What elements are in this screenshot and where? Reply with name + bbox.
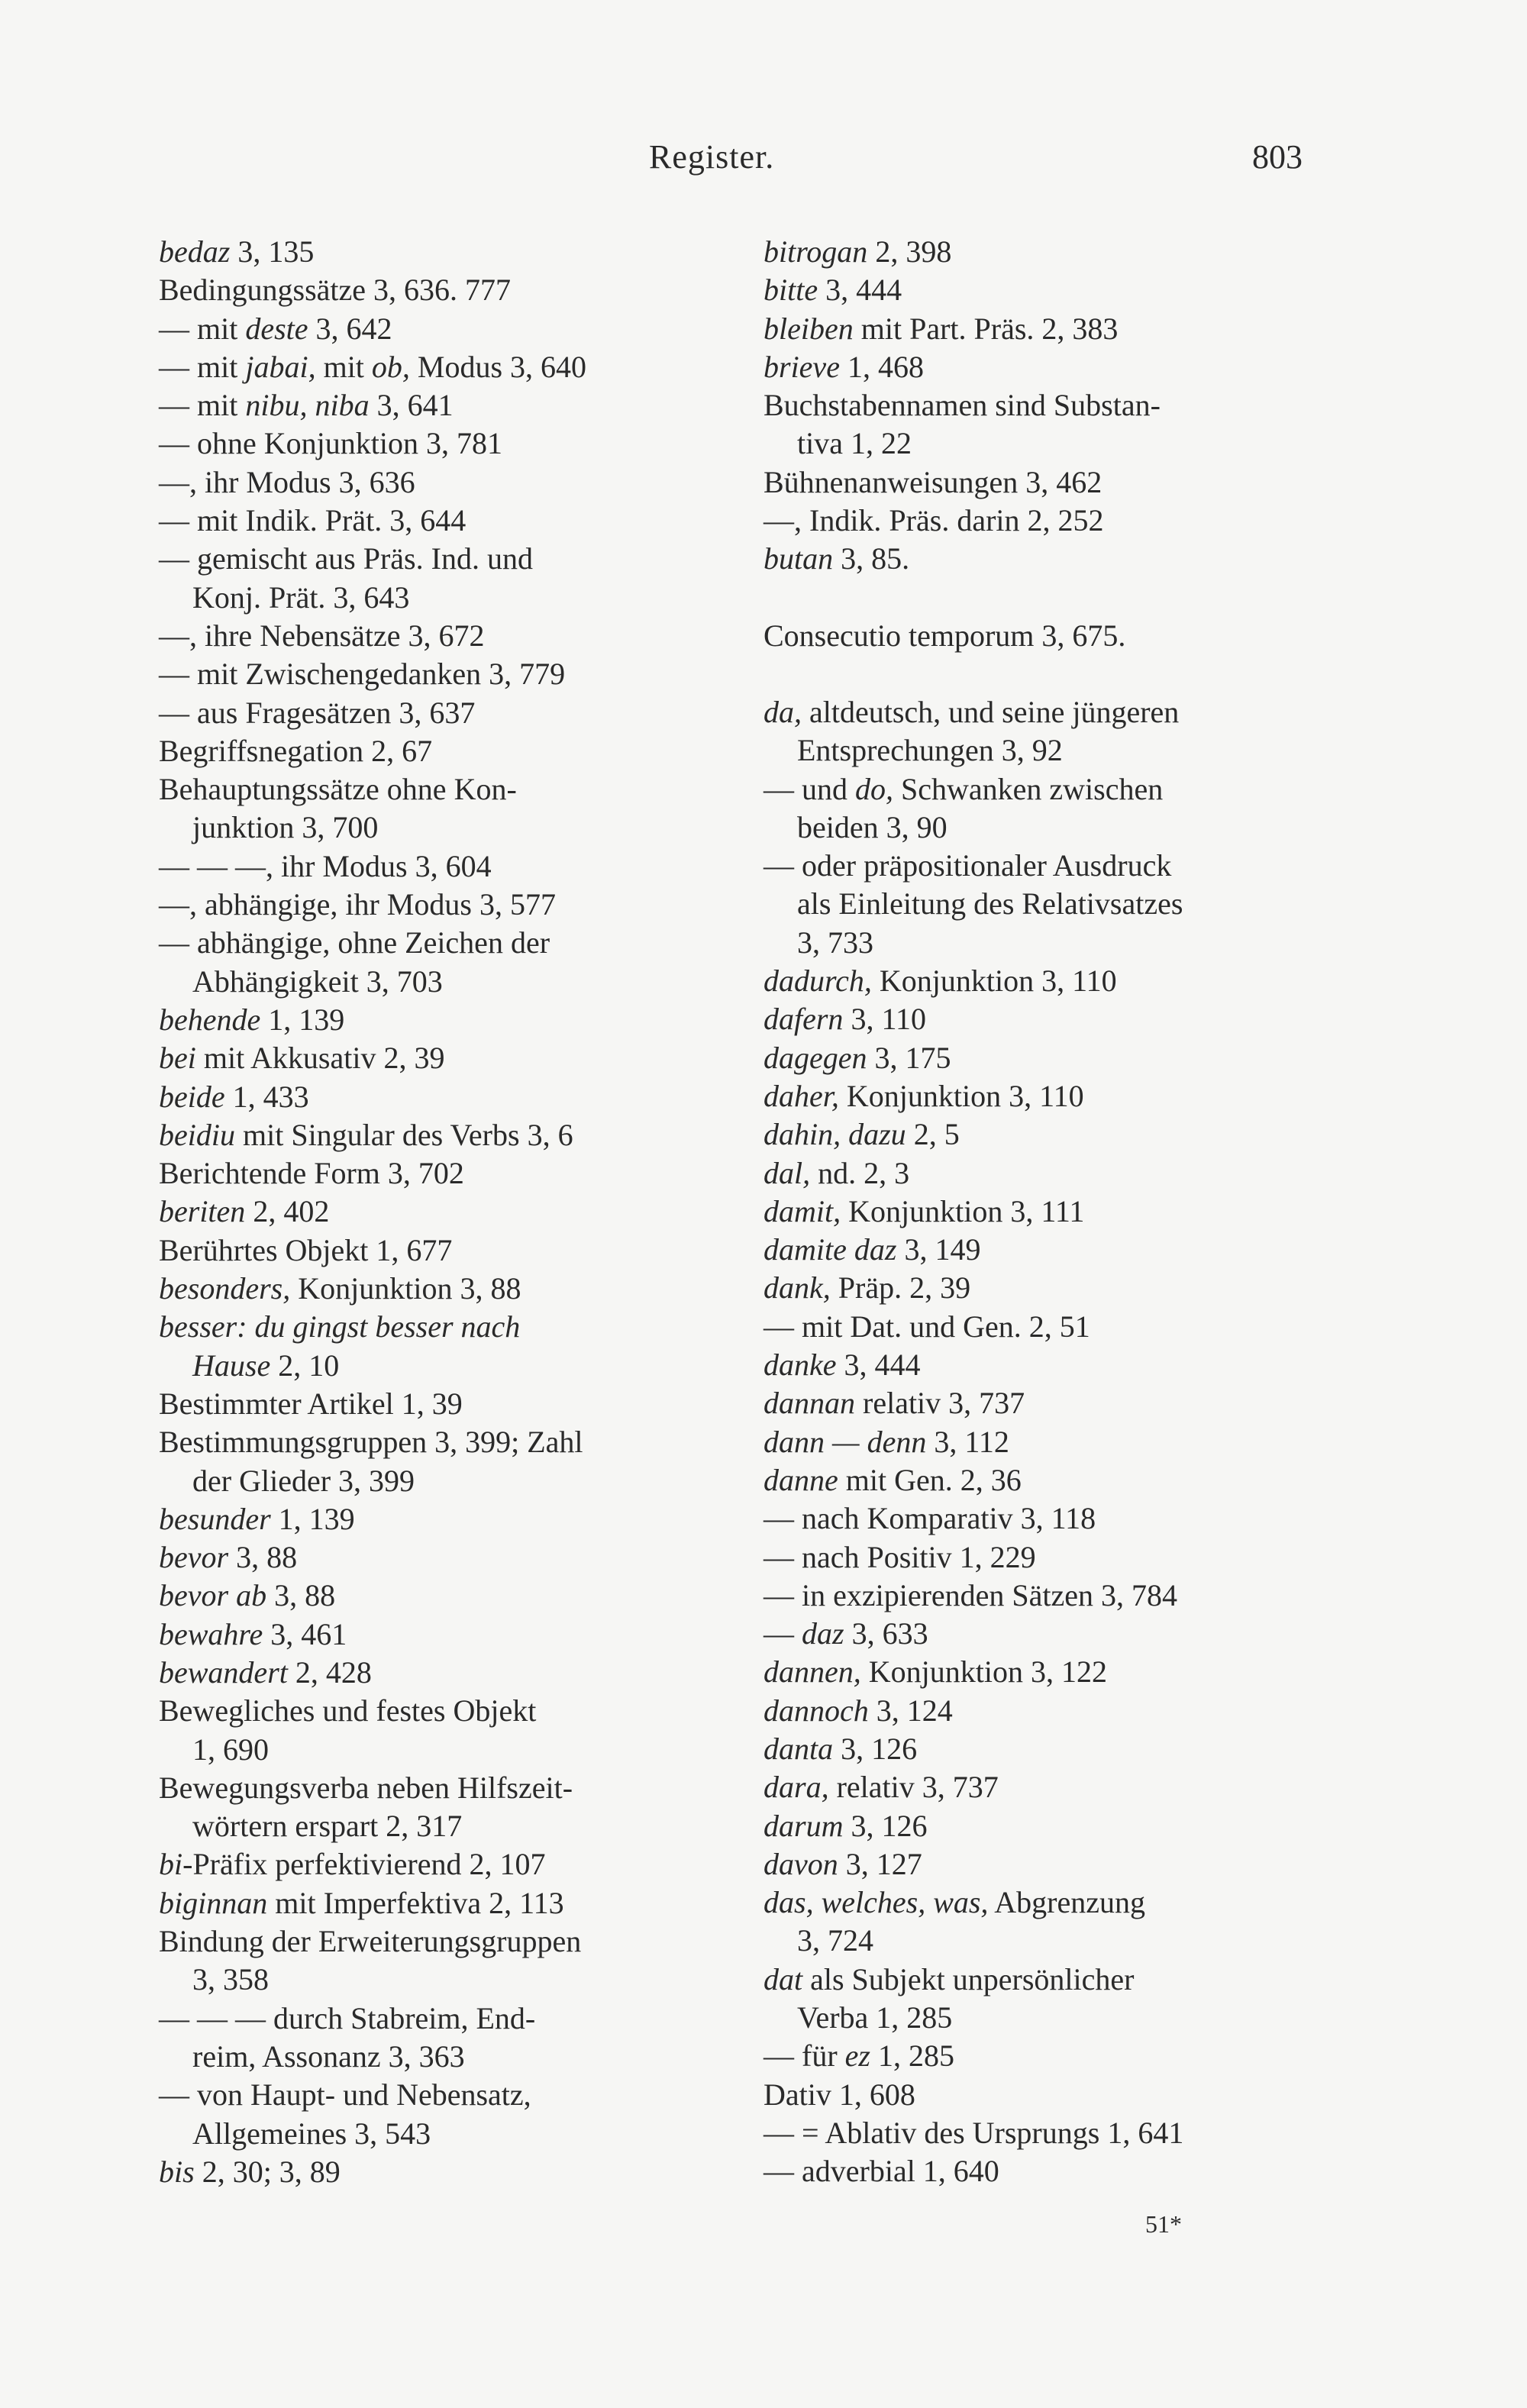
index-entry <box>159 1845 724 1883</box>
entry-term: bedaz <box>159 234 231 269</box>
entry-term: danne <box>764 1462 838 1497</box>
entry-term: dadurch, <box>764 964 872 999</box>
entry-text: —, ihre Nebensätze 3, 672 <box>159 618 485 653</box>
entry-term: Hause <box>192 1348 271 1383</box>
entry-term: darum <box>764 1808 844 1843</box>
index-entry <box>159 463 724 502</box>
entry-text: Berührtes Objekt 1, 677 <box>159 1232 453 1267</box>
index-entry <box>764 2152 1332 2190</box>
index-entry <box>764 1615 1332 1653</box>
entry-text: als Subjekt unpersönlicher <box>802 1961 1135 1996</box>
entry-text: Abgrenzung <box>988 1885 1145 1920</box>
entry-text: beiden 3, 90 <box>797 809 948 844</box>
entry-text: 3, 461 <box>263 1616 347 1651</box>
index-entry <box>159 540 724 578</box>
index-entry <box>159 963 724 1001</box>
entry-text: 3, 633 <box>844 1616 928 1651</box>
entry-text: — abhängige, ohne Zeichen der <box>159 925 550 960</box>
entry-term: ob, <box>371 349 410 384</box>
index-entry <box>764 1999 1332 2037</box>
index-entry <box>764 1922 1332 1960</box>
entry-term: dank, <box>764 1270 831 1306</box>
entry-term: bitrogan <box>764 234 868 269</box>
entry-term: butan <box>764 541 834 576</box>
index-entry <box>159 1731 724 1769</box>
index-entry <box>764 233 1332 271</box>
entry-text: 2, 402 <box>245 1194 330 1229</box>
entry-text: — — — durch Stabreim, End- <box>159 2000 536 2035</box>
index-entry <box>764 731 1332 770</box>
index-entry <box>764 1577 1332 1615</box>
index-entry <box>764 1269 1332 1307</box>
entry-text: —, abhängige, ihr Modus 3, 577 <box>159 887 556 922</box>
entry-term: do, <box>855 771 893 806</box>
entry-term: beriten <box>159 1194 246 1229</box>
index-entry <box>764 1499 1332 1538</box>
index-entry <box>159 579 724 617</box>
entry-text: — und <box>764 771 855 806</box>
entry-text: Bindung der Erweiterungsgruppen <box>159 1924 582 1959</box>
entry-text: Schwanken zwischen <box>893 771 1164 806</box>
entry-text: — — —, ihr Modus 3, 604 <box>159 848 492 883</box>
entry-text: 3, 88 <box>228 1540 298 1575</box>
entry-term: bleiben <box>764 311 854 346</box>
entry-text: — mit <box>159 388 246 423</box>
entry-text: 1, 139 <box>270 1501 355 1536</box>
entry-text: 3, 126 <box>843 1808 928 1843</box>
page-title: Register. <box>649 138 775 176</box>
index-entry <box>764 1077 1332 1115</box>
entry-text: 3, 149 <box>896 1232 981 1267</box>
entry-text: — mit Indik. Prät. 3, 644 <box>159 503 466 538</box>
entry-term: danta <box>764 1731 834 1766</box>
index-entry <box>764 1000 1332 1038</box>
entry-term: bei <box>159 1041 196 1076</box>
index-entry <box>764 1154 1332 1193</box>
entry-term: dafern <box>764 1002 844 1037</box>
index-entry <box>764 386 1332 424</box>
entry-text: — ohne Konjunktion 3, 781 <box>159 426 502 461</box>
index-entry <box>159 1884 724 1922</box>
entry-term: bewahre <box>159 1616 263 1651</box>
index-entry <box>764 1461 1332 1499</box>
entry-text: — nach Positiv 1, 229 <box>764 1539 1036 1574</box>
index-entry <box>764 271 1332 309</box>
entry-text: mit Akkusativ 2, 39 <box>195 1041 445 1076</box>
entry-text: 2, 5 <box>906 1117 960 1152</box>
entry-text: 3, 724 <box>797 1923 873 1958</box>
index-entry <box>159 924 724 962</box>
index-entry <box>159 386 724 424</box>
index-entry <box>764 617 1332 655</box>
index-entry <box>159 502 724 540</box>
entry-text: 3, 126 <box>833 1731 918 1766</box>
entry-term: beidiu <box>159 1117 235 1152</box>
index-entry <box>764 463 1332 502</box>
index-entry <box>159 1577 724 1615</box>
entry-term: jabai, <box>245 349 316 384</box>
index-entry <box>159 1462 724 1500</box>
index-entry <box>764 348 1332 386</box>
entry-term: behende <box>159 1002 261 1037</box>
entry-text: mit Part. Präs. 2, 383 <box>853 311 1119 346</box>
index-entry <box>159 2000 724 2038</box>
index-entry <box>159 732 724 770</box>
entry-text: 3, 112 <box>926 1424 1009 1459</box>
entry-text <box>247 1309 255 1344</box>
index-entry <box>159 1616 724 1654</box>
entry-term: dahin, dazu <box>764 1117 906 1152</box>
entry-term: brieve <box>764 349 840 384</box>
index-entry <box>159 1807 724 1845</box>
entry-term: das, welches, was, <box>764 1885 989 1920</box>
entry-text: Berichtende Form 3, 702 <box>159 1156 464 1191</box>
index-entry <box>764 1692 1332 1730</box>
entry-text: —, ihr Modus 3, 636 <box>159 464 415 499</box>
entry-term: daher, <box>764 1078 839 1113</box>
entry-term: damit, <box>764 1193 841 1228</box>
index-entry <box>764 809 1332 847</box>
index-entry <box>764 1538 1332 1577</box>
entry-term: besonders, <box>159 1271 291 1306</box>
entry-text: Buchstabennamen sind Substan- <box>764 388 1161 423</box>
entry-text: — mit <box>159 349 246 384</box>
entry-term: danke <box>764 1348 837 1383</box>
index-entry <box>159 2076 724 2114</box>
index-entry <box>764 310 1332 348</box>
entry-text: Bewegungsverba neben Hilfszeit- <box>159 1770 573 1805</box>
entry-text: Konj. Prät. 3, 643 <box>192 579 410 615</box>
index-entry <box>159 1769 724 1807</box>
entry-text: — von Haupt- und Nebensatz, <box>159 2077 531 2113</box>
entry-text: Präfix perfektivierend 2, 107 <box>192 1847 546 1882</box>
index-entry <box>764 2076 1332 2114</box>
index-entry <box>764 1768 1332 1806</box>
entry-term: daz <box>802 1616 844 1651</box>
entry-term: dannoch <box>764 1693 869 1728</box>
index-entry <box>159 271 724 309</box>
entry-text: 2, 398 <box>867 234 952 269</box>
index-entry <box>159 1961 724 1999</box>
entry-term: bevor <box>159 1540 229 1575</box>
entry-text: Konjunktion 3, 110 <box>871 964 1117 999</box>
entry-text: 1, 468 <box>839 349 924 384</box>
index-entry <box>159 1078 724 1116</box>
entry-term: da, <box>764 694 802 729</box>
index-entry <box>159 809 724 847</box>
entry-term: besser: <box>159 1309 247 1344</box>
index-entry <box>159 1001 724 1039</box>
entry-term: dann — denn <box>764 1424 927 1459</box>
index-entry <box>159 1270 724 1308</box>
entry-text: 2, 10 <box>270 1348 340 1383</box>
entry-text: Modus 3, 640 <box>409 349 587 384</box>
entry-term: dannen, <box>764 1654 861 1690</box>
entry-text: Konjunktion 3, 88 <box>290 1271 521 1306</box>
index-entry <box>764 1308 1332 1346</box>
index-entry <box>764 1039 1332 1077</box>
entry-text: 3, 135 <box>230 234 315 269</box>
index-entry <box>159 1538 724 1577</box>
index-entry <box>764 1346 1332 1384</box>
index-entry <box>159 2038 724 2076</box>
index-entry <box>764 1231 1332 1269</box>
index-entry <box>159 847 724 886</box>
entry-term: dal, <box>764 1155 811 1190</box>
index-entry <box>764 540 1332 578</box>
index-entry <box>159 1308 724 1346</box>
entry-text: relativ 3, 737 <box>855 1386 1025 1421</box>
entry-text: nd. 2, 3 <box>810 1155 910 1190</box>
entry-text: Konjunktion 3, 110 <box>838 1078 1084 1113</box>
entry-term: davon <box>764 1846 838 1881</box>
entry-text: junktion 3, 700 <box>192 810 379 845</box>
index-entry <box>159 1231 724 1270</box>
index-entry <box>159 1193 724 1231</box>
entry-text: Consecutio temporum 3, 675. <box>764 618 1126 653</box>
entry-text: 3, 358 <box>192 1962 269 1997</box>
entry-text: — gemischt aus Präs. Ind. und <box>159 541 533 576</box>
entry-text: Verba 1, 285 <box>797 2000 953 2035</box>
entry-text: — adverbial 1, 640 <box>764 2154 999 2189</box>
entry-term: damite daz <box>764 1232 897 1267</box>
index-entry <box>159 233 724 271</box>
running-head <box>0 137 1527 183</box>
entry-text: 3, 641 <box>369 388 454 423</box>
entry-term: dat <box>764 1961 803 1996</box>
index-entry <box>159 1154 724 1193</box>
entry-text: 3, 85. <box>833 541 910 576</box>
index-entry <box>159 348 724 386</box>
entry-text: relativ 3, 737 <box>828 1770 999 1805</box>
index-entry <box>159 310 724 348</box>
entry-term: bitte <box>764 273 818 308</box>
entry-text: Präp. 2, 39 <box>830 1270 971 1306</box>
entry-text: — oder präpositionaler Ausdruck <box>764 848 1172 883</box>
index-entry <box>159 694 724 732</box>
index-entry <box>159 2153 724 2191</box>
entry-term: du gingst besser nach <box>254 1309 521 1344</box>
entry-text: altdeutsch, und seine jüngeren <box>802 694 1180 729</box>
entry-text: 2, 30; 3, 89 <box>194 2154 341 2189</box>
index-entry <box>159 1692 724 1730</box>
entry-text: Konjunktion 3, 111 <box>841 1193 1085 1228</box>
index-entry <box>764 424 1332 463</box>
index-entry <box>159 886 724 924</box>
entry-term: bevor ab <box>159 1578 267 1613</box>
entry-text: 3, 444 <box>836 1348 921 1383</box>
index-entry <box>159 1500 724 1538</box>
entry-text: Bewegliches und festes Objekt <box>159 1693 537 1729</box>
entry-text: — mit <box>159 311 246 346</box>
entry-text: — mit Zwischengedanken 3, 779 <box>159 657 566 692</box>
left-column <box>159 233 724 2191</box>
entry-text: 3, 444 <box>818 273 902 308</box>
entry-text: 2, 428 <box>287 1654 372 1690</box>
entry-term: biginnan <box>159 1885 268 1920</box>
index-entry <box>159 2115 724 2153</box>
index-entry <box>764 847 1332 885</box>
entry-text: Behauptungssätze ohne Kon- <box>159 772 517 807</box>
entry-text: 3, 127 <box>838 1846 922 1881</box>
entry-text: 3, 733 <box>797 925 873 960</box>
index-entry <box>764 1653 1332 1691</box>
entry-text: mit Imperfektiva 2, 113 <box>267 1885 564 1920</box>
index-entry <box>764 885 1332 923</box>
entry-text: Bestimmungsgruppen 3, 399; Zahl <box>159 1425 583 1460</box>
entry-term: nibu, niba <box>245 388 370 423</box>
entry-text: — = Ablativ des Ursprungs 1, 641 <box>764 2115 1184 2150</box>
entry-text: 3, 175 <box>867 1040 951 1075</box>
entry-term: dagegen <box>764 1040 867 1075</box>
entry-text: — in exzipierenden Sätzen 3, 784 <box>764 1577 1178 1612</box>
index-entry <box>764 1883 1332 1922</box>
entry-text: Bestimmter Artikel 1, 39 <box>159 1386 463 1421</box>
entry-text: Konjunktion 3, 122 <box>860 1654 1107 1690</box>
entry-term: bis <box>159 2154 195 2189</box>
entry-term: deste <box>245 311 308 346</box>
entry-text: 3, 124 <box>868 1693 953 1728</box>
entry-text: mit Gen. 2, 36 <box>838 1462 1022 1497</box>
page-number: 803 <box>1252 138 1303 176</box>
entry-text: wörtern erspart 2, 317 <box>192 1809 463 1844</box>
entry-text: 1, 139 <box>260 1002 345 1037</box>
index-entry <box>764 1961 1332 1999</box>
index-entry <box>764 1807 1332 1845</box>
index-entry <box>764 1845 1332 1883</box>
entry-text: mit <box>315 349 372 384</box>
entry-text: Begriffsnegation 2, 67 <box>159 733 433 768</box>
entry-text: als Einleitung des Relativsatzes <box>797 886 1183 922</box>
entry-text: Dativ 1, 608 <box>764 2077 915 2112</box>
entry-term: bewandert <box>159 1654 288 1690</box>
index-entry <box>159 1423 724 1461</box>
entry-text: —, Indik. Präs. darin 2, 252 <box>764 503 1104 538</box>
entry-term: besunder <box>159 1501 271 1536</box>
entry-text: — nach Komparativ 3, 118 <box>764 1501 1096 1536</box>
entry-term: bi- <box>159 1847 193 1882</box>
entry-text: — <box>764 1616 802 1651</box>
index-entry <box>764 962 1332 1000</box>
entry-text: — mit Dat. und Gen. 2, 51 <box>764 1309 1090 1344</box>
entry-text: Allgemeines 3, 543 <box>192 2116 431 2151</box>
signature-mark: 51* <box>1145 2210 1182 2238</box>
index-entry <box>764 1193 1332 1231</box>
entry-text: Entsprechungen 3, 92 <box>797 733 1063 768</box>
entry-text: 1, 285 <box>870 2038 954 2074</box>
entry-term: beide <box>159 1079 225 1114</box>
entry-text: Abhängigkeit 3, 703 <box>192 964 443 999</box>
index-entry <box>764 1115 1332 1154</box>
index-entry <box>159 770 724 809</box>
entry-text: Bühnenanweisungen 3, 462 <box>764 464 1102 499</box>
entry-text: 1, 433 <box>224 1079 309 1114</box>
entry-text: tiva 1, 22 <box>797 426 912 461</box>
index-entry <box>764 924 1332 962</box>
index-entry <box>159 1116 724 1154</box>
index-entry <box>764 2037 1332 2075</box>
entry-text: Bedingungssätze 3, 636. 777 <box>159 273 512 308</box>
index-entry <box>159 1385 724 1423</box>
index-entry <box>159 1654 724 1692</box>
section-gap <box>764 655 1332 693</box>
right-column <box>764 233 1332 2191</box>
index-entry <box>764 1730 1332 1768</box>
entry-text: 1, 690 <box>192 1732 269 1767</box>
entry-text: reim, Assonanz 3, 363 <box>192 2038 465 2074</box>
entry-term: dara, <box>764 1770 829 1805</box>
index-entry <box>764 2114 1332 2152</box>
index-entry <box>159 424 724 463</box>
section-gap <box>764 579 1332 617</box>
index-entry <box>159 1039 724 1077</box>
index-entry <box>764 1423 1332 1461</box>
entry-text: — aus Fragesätzen 3, 637 <box>159 695 476 730</box>
index-entry <box>159 1347 724 1385</box>
index-entry <box>764 693 1332 731</box>
entry-text: mit Singular des Verbs 3, 6 <box>234 1117 573 1152</box>
entry-term: dannan <box>764 1386 855 1421</box>
entry-text: — für <box>764 2038 845 2074</box>
entry-text: 3, 642 <box>308 311 392 346</box>
entry-term: ez <box>844 2038 870 2074</box>
index-entry <box>764 1384 1332 1422</box>
entry-text: 3, 110 <box>843 1002 926 1037</box>
index-entry <box>764 502 1332 540</box>
entry-text: 3, 88 <box>266 1578 336 1613</box>
entry-text: der Glieder 3, 399 <box>192 1463 415 1498</box>
index-entry <box>159 1922 724 1961</box>
index-entry <box>764 770 1332 809</box>
index-entry <box>159 617 724 655</box>
index-entry <box>159 655 724 693</box>
